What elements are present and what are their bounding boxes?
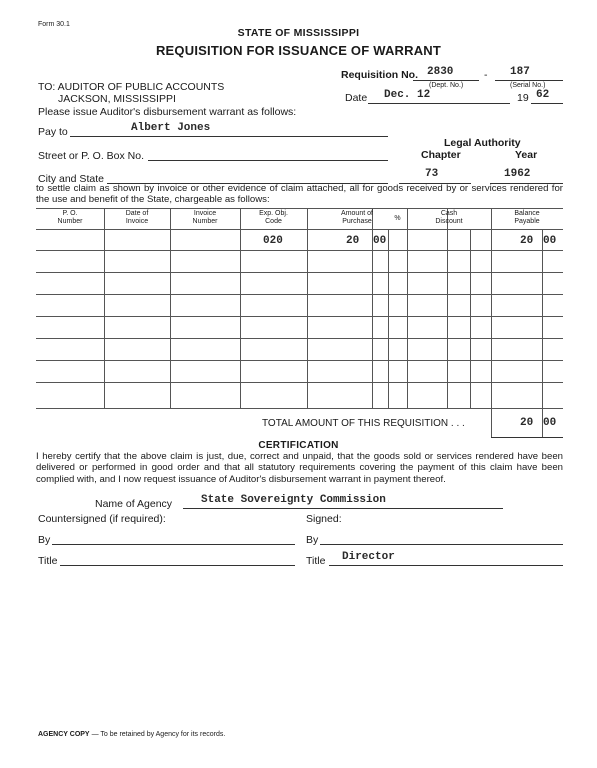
signed-by-line[interactable] — [320, 544, 563, 545]
serial-no-line — [495, 80, 563, 81]
date-label: Date — [345, 92, 368, 104]
form-number: Form 30.1 — [38, 21, 70, 28]
row1-amount-dollars[interactable]: 20 — [346, 235, 360, 247]
countersign-by-line[interactable] — [52, 544, 295, 545]
date-line — [368, 103, 510, 104]
settle-text: to settle claim as shown by invoice or other evidence of claim attached, all for goods received by or services rendered for the use and benefit of the State, chargeable as follows: — [36, 183, 563, 205]
dept-no-line — [413, 80, 479, 81]
col-header-percent: % — [394, 215, 401, 222]
footer-note: — To be retained by Agency for its records. — [91, 731, 226, 738]
dept-no-caption: (Dept. No.) — [429, 82, 464, 89]
total-label: TOTAL AMOUNT OF THIS REQUISITION . . . — [262, 418, 465, 429]
to-line: TO: AUDITOR OF PUBLIC ACCOUNTS — [38, 81, 225, 93]
instruction-text: Please issue Auditor's disbursement warrant as follows: — [38, 106, 297, 118]
signed-label: Signed: — [306, 513, 342, 525]
date-century: 19 — [517, 92, 529, 104]
serial-no-caption: (Serial No.) — [510, 82, 546, 89]
requisition-separator: - — [484, 69, 488, 81]
date-year-value[interactable]: 62 — [536, 89, 550, 101]
date-value[interactable]: Dec. 12 — [384, 89, 431, 101]
countersign-title-label: Title — [38, 555, 58, 567]
street-line[interactable] — [148, 160, 388, 161]
year-label: Year — [515, 149, 538, 161]
requisition-label: Requisition No. — [341, 69, 418, 81]
signed-by-label: By — [306, 534, 319, 546]
row1-balance-dollars[interactable]: 20 — [520, 235, 534, 247]
pay-to-line — [70, 136, 388, 137]
certification-text: I hereby certify that the above claim is just, due, correct and unpaid, that the goods sold or services rendered have been delivered or performed in good order and that all statutory requirements covering the payment of this claim have been complied with, and I now request issuance of Auditor's disbursement warrant in payment thereof. — [36, 451, 563, 485]
col-header-amount: Amount of Purchase — [341, 210, 373, 225]
dept-no-value[interactable]: 2830 — [427, 66, 454, 78]
form-title: REQUISITION FOR ISSUANCE OF WARRANT — [155, 43, 442, 58]
street-label: Street or P. O. Box No. — [38, 150, 145, 162]
signed-title-label: Title — [306, 555, 326, 567]
col-header-cash-discount: Cash Discount — [435, 210, 463, 225]
state-heading: STATE OF MISSISSIPPI — [237, 27, 360, 39]
col-header-exp-obj: Exp. Obj. Code — [259, 210, 288, 225]
col-header-invoice-number: Invoice Number — [192, 210, 218, 225]
chapter-value[interactable]: 73 — [425, 168, 439, 180]
signed-title-line — [329, 565, 563, 566]
date-year-line — [531, 103, 563, 104]
pay-to-value[interactable]: Albert Jones — [131, 122, 211, 134]
row1-amount-cents[interactable]: 00 — [373, 235, 387, 247]
total-dollars[interactable]: 20 — [520, 417, 534, 429]
certification-heading: CERTIFICATION — [258, 440, 339, 451]
legal-authority-title: Legal Authority — [444, 137, 521, 149]
countersign-by-label: By — [38, 534, 51, 546]
claims-table — [36, 208, 563, 438]
countersign-title-line[interactable] — [60, 565, 295, 566]
chapter-label: Chapter — [421, 149, 461, 161]
row1-balance-cents[interactable]: 00 — [543, 235, 557, 247]
col-header-balance: Balance Payable — [514, 210, 540, 225]
footer-copy-label: AGENCY COPY — [38, 731, 90, 738]
agency-label: Name of Agency — [95, 498, 173, 510]
countersigned-label: Countersigned (if required): — [38, 513, 166, 525]
signed-title-value[interactable]: Director — [342, 551, 395, 563]
pay-to-label: Pay to — [38, 126, 68, 138]
serial-no-value[interactable]: 187 — [510, 66, 530, 78]
col-header-date-invoice: Date of Invoice — [125, 210, 149, 225]
city-state-label: City and State — [38, 173, 104, 185]
col-header-po: P. O. Number — [57, 210, 83, 225]
total-cents[interactable]: 00 — [543, 417, 557, 429]
agency-line — [183, 508, 503, 509]
row1-exp-obj[interactable]: 020 — [263, 235, 283, 247]
footer — [38, 731, 225, 738]
to-city: JACKSON, MISSISSIPPI — [58, 93, 176, 105]
year-value[interactable]: 1962 — [504, 168, 531, 180]
agency-value[interactable]: State Sovereignty Commission — [201, 494, 386, 506]
